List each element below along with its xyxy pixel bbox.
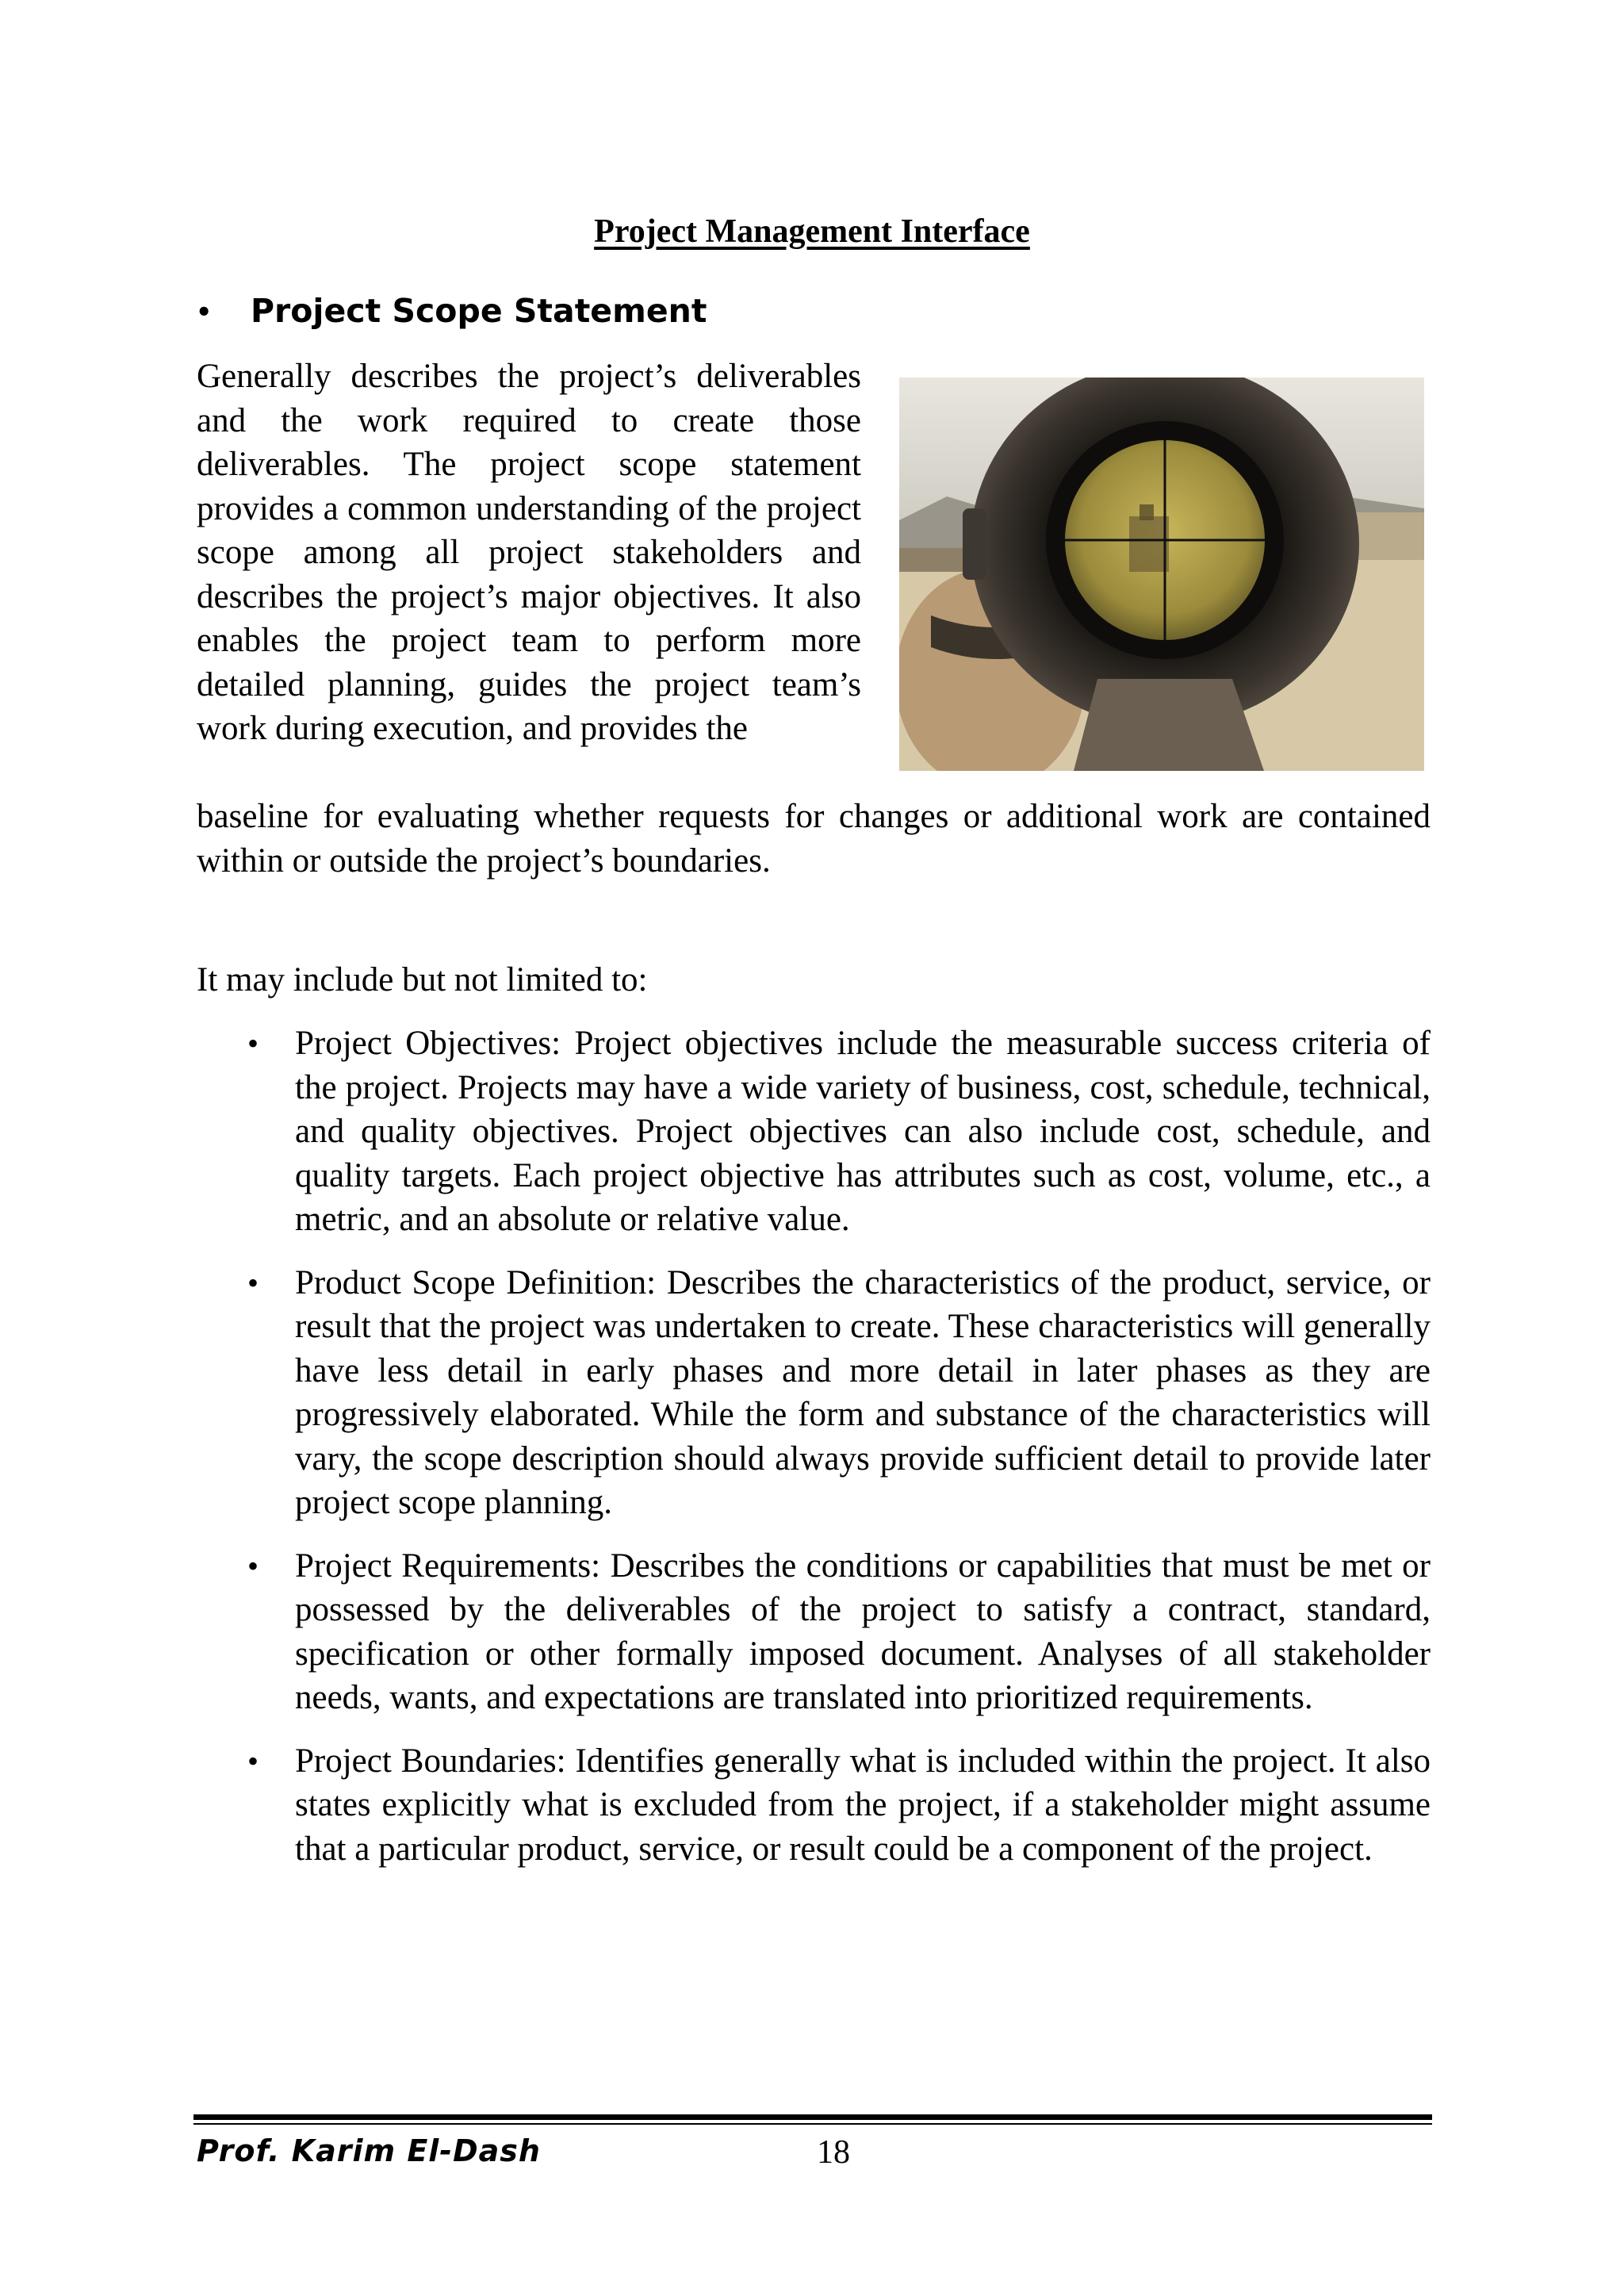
list-item-text: • Project Boundaries: Identifies generally what is included within the project. It also states explicitly what is excluded from the project, if a stakeholder might assume that a particular product, service, or result could be a component of the project. [295,1742,1431,1868]
page-number: 18 [817,2134,850,2171]
page-title: Project Management Interface [594,213,1030,250]
scope-items-list [238,1022,1431,1890]
list-item [238,1261,1431,1525]
footer-rule [193,2114,1432,2120]
section-heading [198,292,707,330]
intro-paragraph-continued: baseline for evaluating whether requests for changes or additional work are contained within or outside the project’s boundaries. [197,798,1431,880]
list-item [238,1544,1431,1720]
footer-rule-thin [193,2123,1432,2125]
list-item-text: • Project Requirements: Describes the conditions or capabilities that must be met or possessed by the deliverables of the project to satisfy a contract, standard, specification or other formally imposed document. Analyses of all stakeholder needs, wants, and expectations are translated into prioritized requirements. [295,1547,1431,1716]
list-lead-in: It may include but not limited to: [197,961,648,999]
footer-author: Prof. Karim El-Dash [197,2133,541,2168]
intro-paragraph: Generally describes the project’s deliverables and the work required to create those deliverables. The project scope statement provides a common understanding of the project scope among all project stakeholders and describes the project’s major objectives. It also enables the project team to perform more detailed planning, guides the project team’s work during execution, and provides the [197,358,861,747]
list-item [238,1739,1431,1872]
list-item-text: • Project Objectives: Project objectives include the measurable success criteria of the project. Projects may have a wide variety of business, cost, schedule, technical, and quality objectives. Project objectives can also include cost, schedule, and quality targets. Each project objective has attributes such as cost, volume, etc., a metric, and an absolute or relative value. [295,1025,1431,1238]
rifle-scope-photo [899,378,1424,771]
section-heading-text: Project Scope Statement [251,292,707,330]
list-item [238,1022,1431,1242]
bullet-icon: • [198,293,210,329]
list-item-text: • Product Scope Definition: Describes the characteristics of the product, service, or result that the project was undertaken to create. These characteristics will generally have less detail in early phases and more detail in later phases as they are progressively elaborated. While the form and substance of the characteristics will vary, the scope description should always provide sufficient detail to provide later project scope planning. [295,1263,1431,1521]
